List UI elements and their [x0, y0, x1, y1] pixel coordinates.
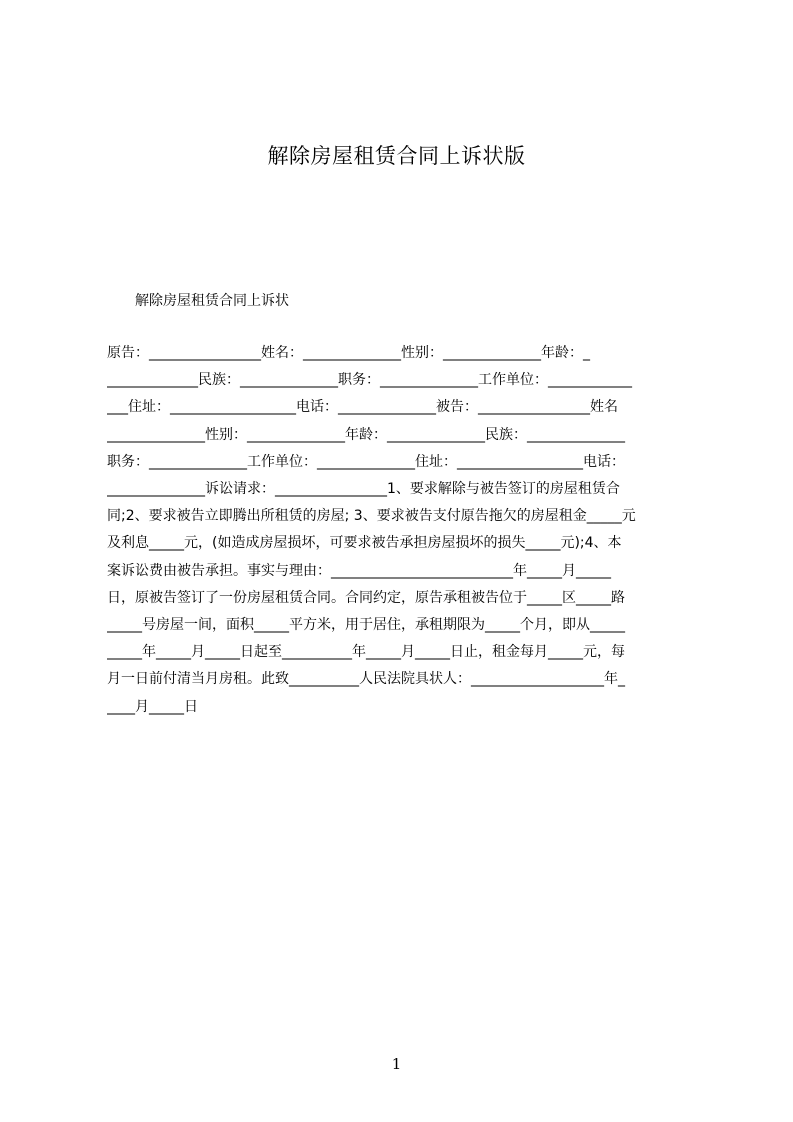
page-title: 解除房屋租赁合同上诉状版	[267, 144, 526, 168]
document-subtitle: 解除房屋租赁合同上诉状	[135, 293, 289, 309]
body-line: 及利息_____元，(如造成房屋损坏，可要求被告承担房屋损坏的损失_____元);4、本	[107, 535, 622, 552]
body-line: ______________性别：______________年龄：______________民族：______________	[107, 426, 625, 443]
body-line: 月一日前付清当月房租。此致__________人民法院具状人：___________________年_	[107, 671, 625, 688]
body-line: ____月_____日	[107, 698, 198, 715]
page-number: 1	[391, 1055, 402, 1073]
body-line: _____年_____月_____日起至__________年_____月_____日止，租金每月_____元，每	[107, 644, 625, 661]
body-line: _____号房屋一间，面积_____平方米，用于居住，承租期限为_____个月，即从_____	[107, 617, 625, 634]
body-line: 日，原被告签订了一份房屋租赁合同。合同约定，原告承租被告位于_____区_____路	[107, 589, 625, 606]
document-body	[107, 340, 697, 720]
body-line: 案诉讼费由被告承担。事实与理由：__________________________年_____月_____	[107, 562, 611, 579]
body-line: ______________诉讼请求：________________1、要求解除与被告签订的房屋租赁合	[107, 481, 620, 498]
body-line: 职务：______________工作单位：______________住址：__________________电话：	[107, 453, 625, 470]
body-line: 同;2、要求被告立即腾出所租赁的房屋; 3、要求被告支付原告拖欠的房屋租金_____元	[107, 508, 636, 525]
body-line: _____________民族：______________职务：______________工作单位：____________	[107, 372, 632, 389]
body-line: ___住址：__________________电话：______________被告：________________姓名	[107, 399, 618, 416]
body-line: 原告：________________姓名：______________性别：______________年龄：_	[107, 345, 590, 361]
